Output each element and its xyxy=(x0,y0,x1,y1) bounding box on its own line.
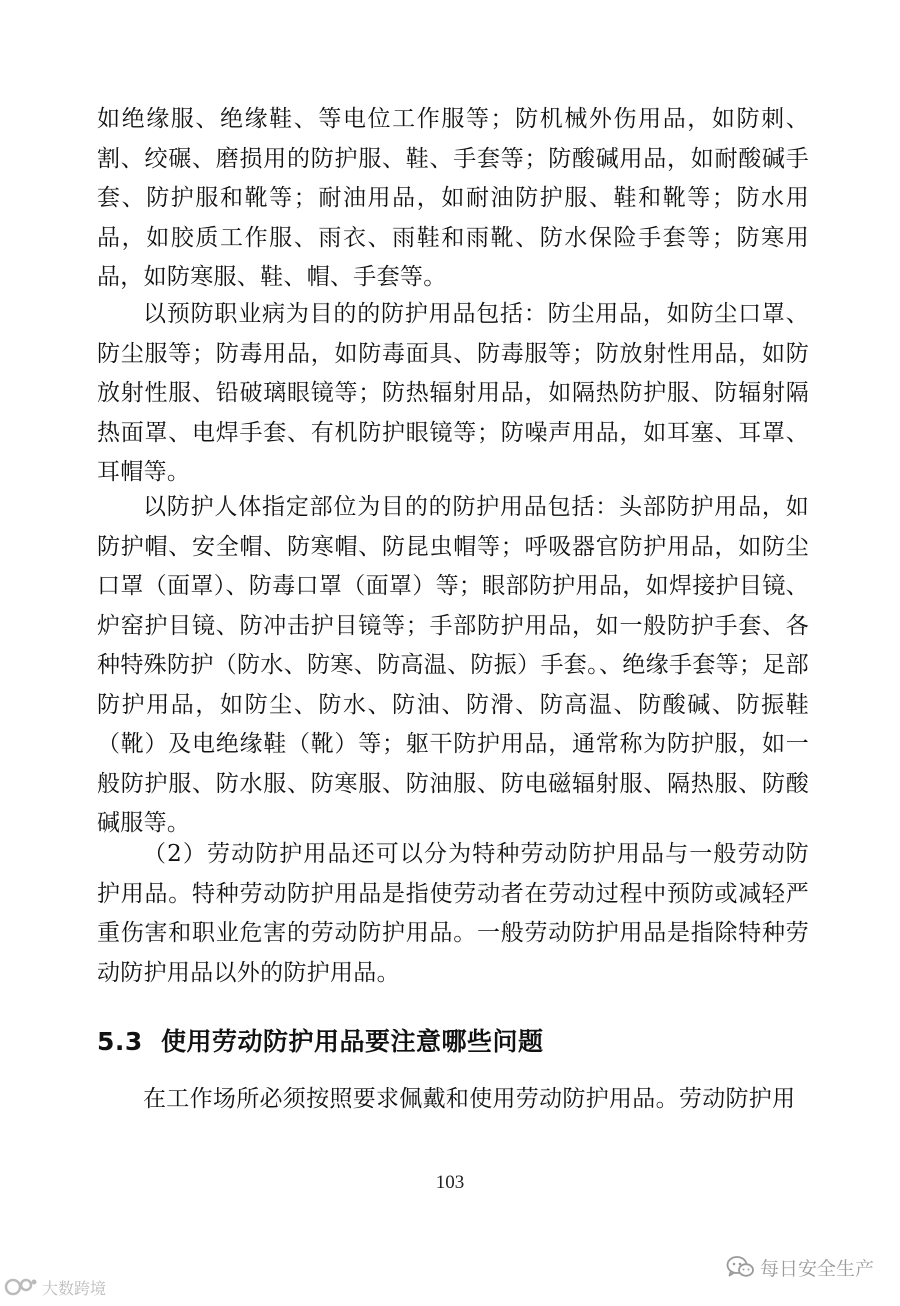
section-number: 5.3 xyxy=(97,1027,143,1056)
paragraph-occupational-disease-protection: 以预防职业病为目的的防护用品包括：防尘用品，如防尘口罩、防尘服等；防毒用品，如防毒面具、防毒服等；防放射性用品，如防放射性服、铅破璃眼镜等；防热辐射用品，如隔热防护服、防辐射隔热面罩、电焊手套、有机防护眼镜等；防噪声用品，如耳塞、耳罩、耳帽等。 xyxy=(97,301,809,485)
wechat-icon xyxy=(726,1255,754,1279)
paragraph-usage-requirements: 在工作场所必须按照要求佩戴和使用劳动防护用品。劳动防护用 xyxy=(143,1086,796,1112)
brand-logo-icon xyxy=(4,1274,38,1300)
page-number: 103 xyxy=(435,1172,465,1193)
watermark-right-text: 每日安全生产 xyxy=(759,1257,874,1280)
watermark-left xyxy=(4,1272,106,1302)
watermark-left-text: 大数跨境 xyxy=(42,1278,107,1298)
section-title: 使用劳动防护用品要注意哪些问题 xyxy=(161,1027,544,1056)
section-heading xyxy=(97,1022,544,1058)
paragraph-body-part-protection: 以防护人体指定部位为目的的防护用品包括：头部防护用品，如防护帽、安全帽、防寒帽、防昆虫帽等；呼吸器官防护用品，如防尘口罩（面罩）、防毒口罩（面罩）等；眼部防护用品，如焊接护目镜、炉窑护目镜、防冲击护目镜等；手部防护用品，如一般防护手套、各种特殊防护（防水、防寒、防高温、防振）手套。、绝缘手套等；足部防护用品，如防尘、防水、防油、防滑、防高温、防酸碱、防振鞋（靴）及电绝缘鞋（靴）等；躯干防护用品，通常称为防护服，如一般防护服、防水服、防寒服、防油服、防电磁辐射服、隔热服、防酸碱服等。 xyxy=(97,494,809,836)
paragraph-protective-equipment-types: 如绝缘服、绝缘鞋、等电位工作服等；防机械外伤用品，如防刺、割、绞碾、磨损用的防护服、鞋、手套等；防酸碱用品，如耐酸碱手套、防护服和靴等；耐油用品，如耐油防护服、鞋和靴等；防水用品，如胶质工作服、雨衣、雨鞋和雨靴、防水保险手套等；防寒用品，如防寒服、鞋、帽、手套等。 xyxy=(97,106,809,290)
paragraph-special-vs-general-equipment: （2）劳动防护用品还可以分为特种劳动防护用品与一般劳动防护用品。特种劳动防护用品是指使劳动者在劳动过程中预防或减轻严重伤害和职业危害的劳动防护用品。一般劳动防护用品是指除特种劳动防护用品以外的防护用品。 xyxy=(97,841,809,986)
watermark-right xyxy=(726,1252,874,1282)
